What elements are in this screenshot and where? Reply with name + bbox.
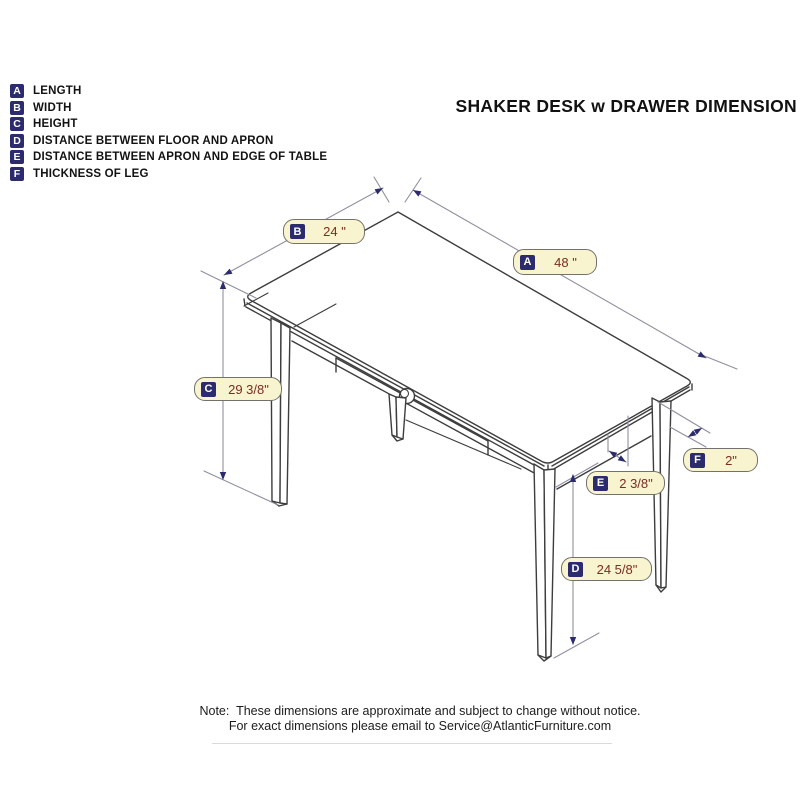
legend-label-f: THICKNESS OF LEG bbox=[33, 167, 149, 180]
dimension-badge-c bbox=[194, 377, 282, 401]
dimension-value-a: 48 " bbox=[554, 254, 577, 270]
legend-label-a: LENGTH bbox=[33, 85, 82, 97]
dimension-letter-e: E bbox=[593, 476, 608, 491]
legend-key-b: B bbox=[10, 101, 24, 115]
dimension-letter-a: A bbox=[520, 255, 535, 270]
dimension-value-f: 2" bbox=[725, 452, 737, 468]
legend-key-e: E bbox=[10, 150, 24, 164]
dimension-badge-f bbox=[683, 448, 758, 472]
dimension-value-e: 2 3/8" bbox=[619, 475, 653, 491]
back-left-leg bbox=[389, 394, 406, 441]
page-title: SHAKER DESK w DRAWER DIMENSION bbox=[455, 96, 797, 116]
footer-divider bbox=[212, 743, 612, 744]
dimension-letter-c: C bbox=[201, 382, 216, 397]
footer-note-line2: For exact dimensions please email to Service@AtlanticFurniture.com bbox=[228, 719, 612, 734]
dimension-badge-e bbox=[586, 471, 665, 495]
dimension-value-b: 24 " bbox=[323, 224, 346, 239]
footer-note bbox=[40, 704, 800, 735]
dimension-letter-f: F bbox=[690, 453, 705, 468]
footer-note-line1: Note: These dimensions are approximate and subject to change without notice. bbox=[199, 704, 641, 718]
legend-key-d: D bbox=[10, 134, 24, 148]
legend-key-c: C bbox=[10, 117, 24, 131]
dimension-value-d: 24 5/8" bbox=[596, 561, 638, 577]
back-right-leg bbox=[652, 398, 671, 592]
legend-label-c: HEIGHT bbox=[33, 118, 78, 131]
front-left-leg bbox=[271, 318, 290, 506]
legend-key-a: A bbox=[10, 84, 24, 98]
legend-label-b: WIDTH bbox=[33, 101, 72, 114]
dimension-badge-d bbox=[561, 557, 652, 581]
dimension-letter-d: D bbox=[568, 562, 583, 577]
tabletop bbox=[244, 212, 692, 472]
legend-label-d: DISTANCE BETWEEN FLOOR AND APRON bbox=[33, 134, 274, 147]
legend-label-e: DISTANCE BETWEEN APRON AND EDGE OF TABLE bbox=[33, 151, 328, 164]
front-right-leg bbox=[534, 464, 555, 661]
legend-key-f: F bbox=[10, 167, 24, 181]
dimension-value-c: 29 3/8" bbox=[228, 381, 269, 397]
dimension-badge-b bbox=[283, 219, 365, 244]
dimension-letter-b: B bbox=[290, 224, 305, 239]
dimension-badge-a bbox=[513, 249, 597, 275]
